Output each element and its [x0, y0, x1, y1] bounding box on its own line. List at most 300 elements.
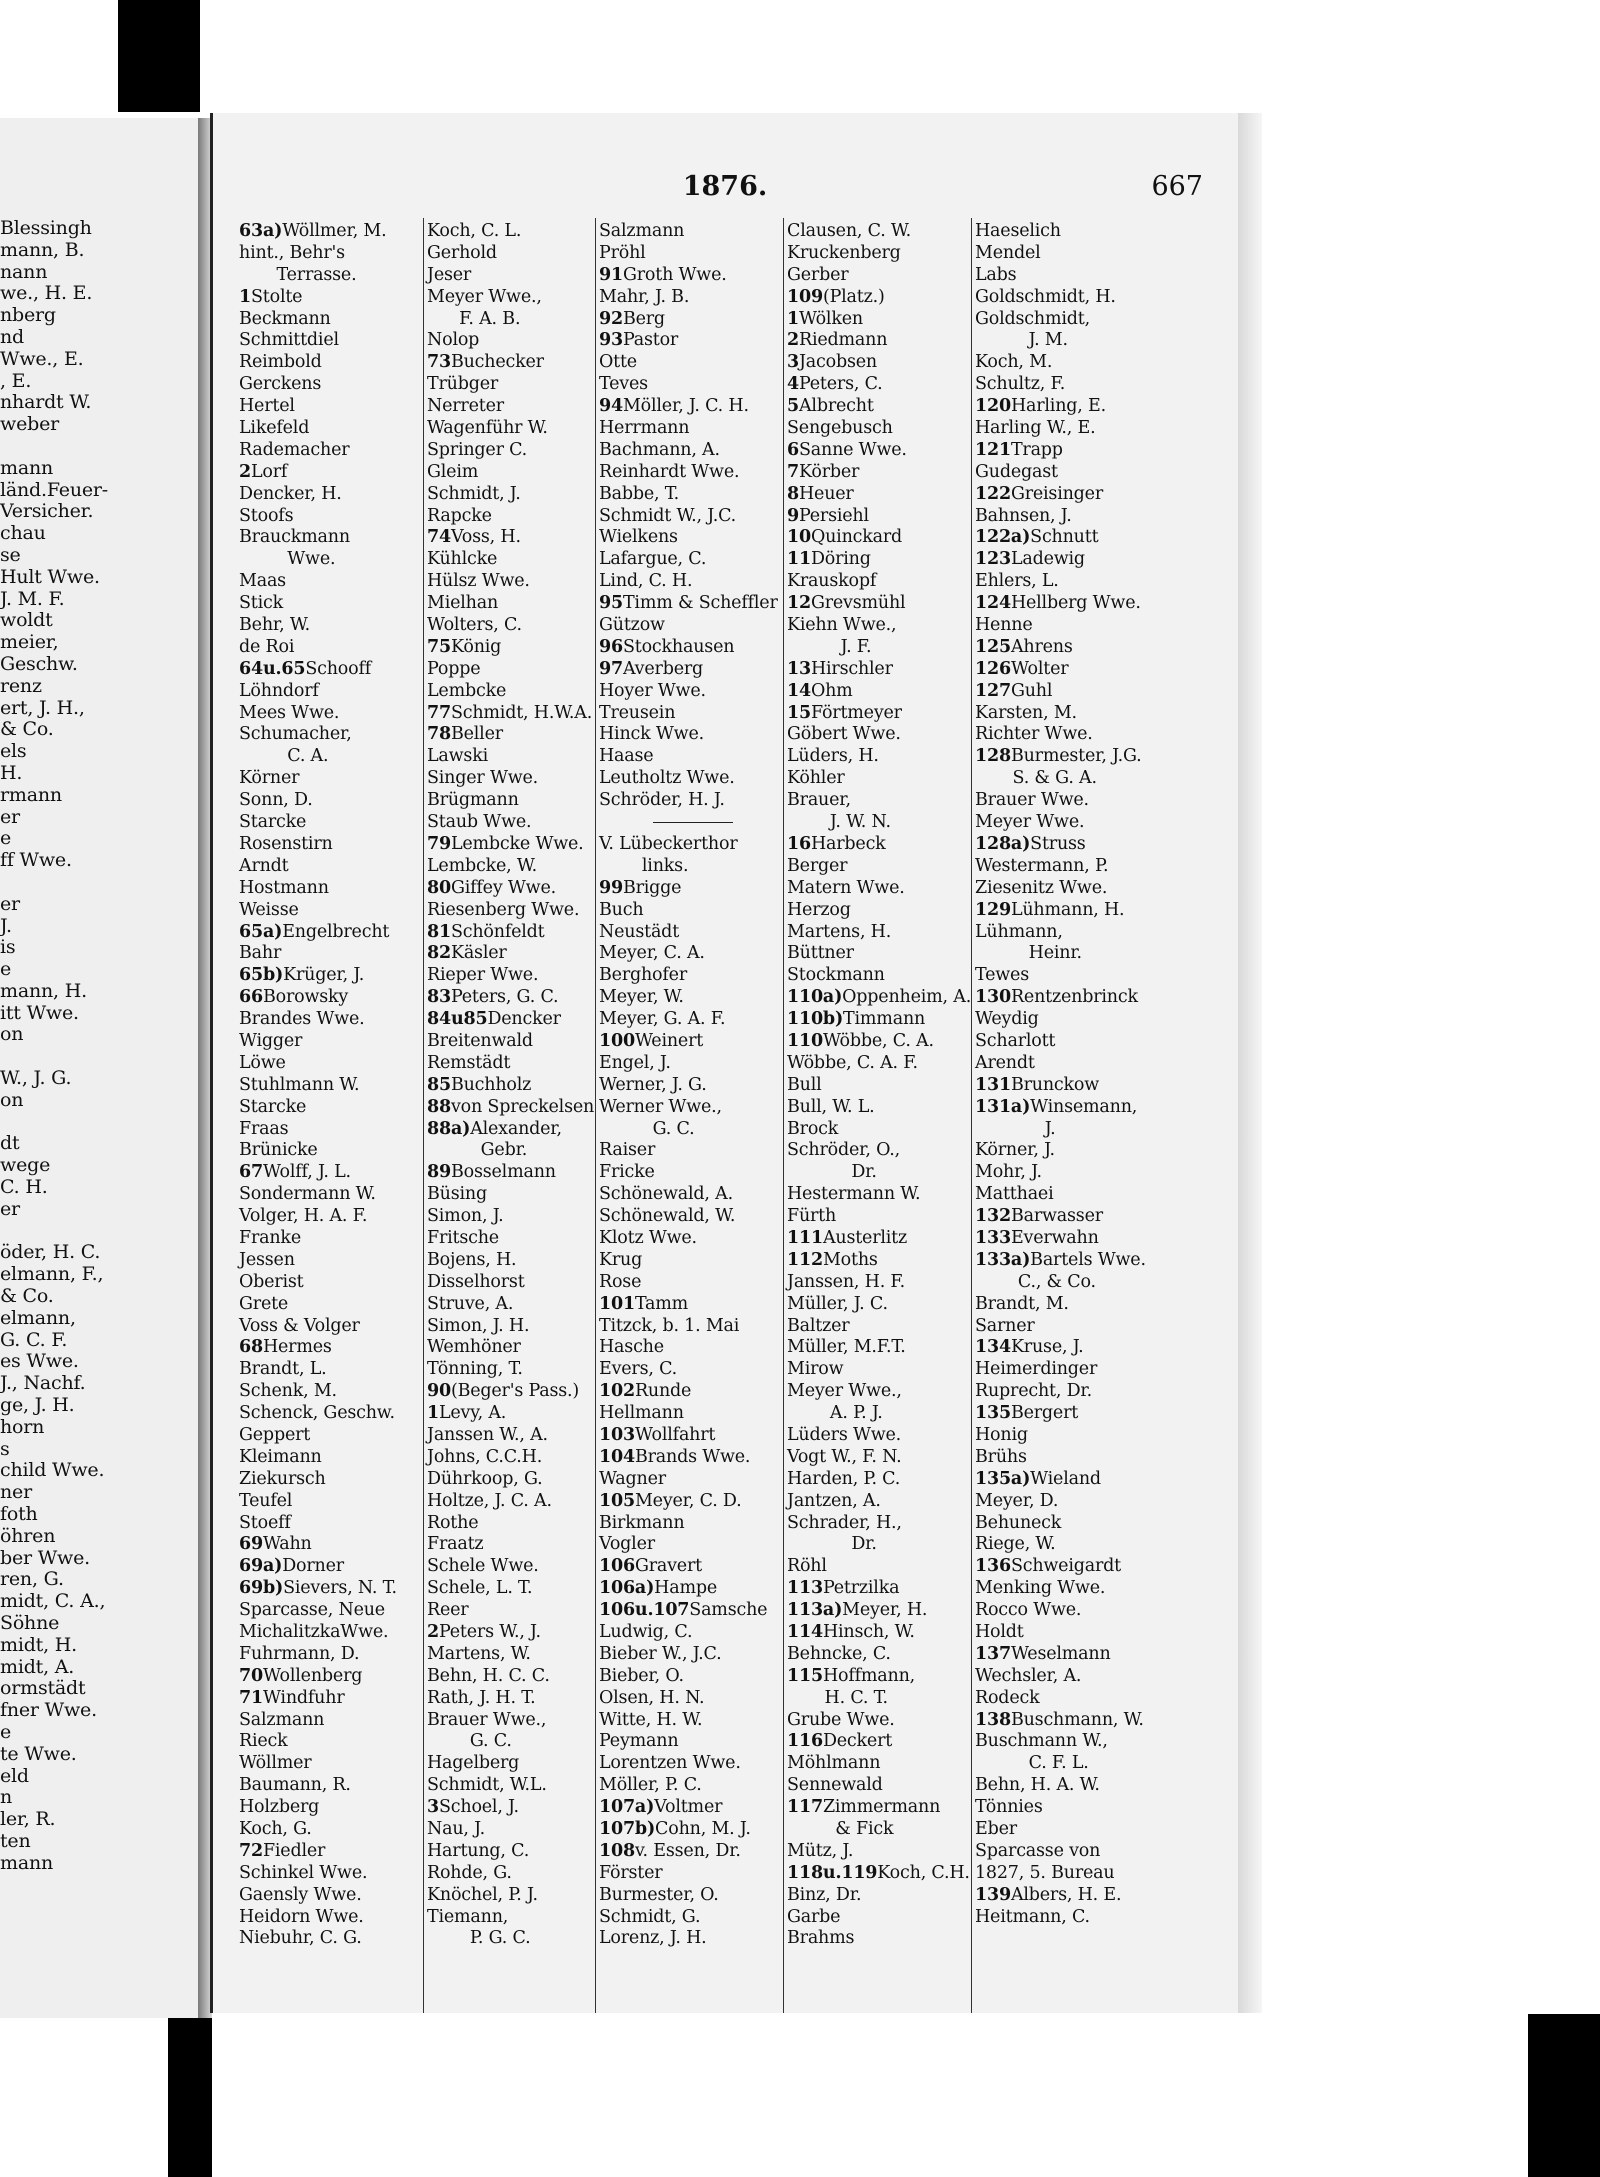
directory-entry	[975, 571, 1175, 593]
resident-name: & Fick	[787, 1819, 894, 1840]
house-number: 65b)	[239, 965, 284, 986]
directory-entry	[787, 506, 973, 528]
directory-entry	[787, 374, 973, 396]
directory-entry	[427, 1381, 611, 1403]
directory-entry	[599, 330, 787, 352]
house-number: 136	[975, 1556, 1011, 1577]
directory-entry	[599, 1447, 787, 1469]
directory-entry	[427, 1469, 611, 1491]
directory-entry	[787, 943, 973, 965]
directory-entry	[599, 812, 787, 834]
house-number: 95	[599, 593, 623, 614]
resident-name: Heidorn Wwe.	[239, 1906, 364, 1927]
directory-entry	[427, 1644, 611, 1666]
left-page-line: nberg	[0, 304, 56, 327]
resident-name: Springer C.	[427, 439, 528, 460]
resident-name: Buchecker	[450, 352, 544, 373]
resident-name: Bartels Wwe.	[1030, 1249, 1146, 1270]
resident-name: 1827, 5. Bureau	[975, 1862, 1115, 1883]
house-number: 89	[427, 1162, 451, 1183]
resident-name: Tönnies	[975, 1797, 1043, 1818]
directory-entry	[599, 1491, 787, 1513]
resident-name: J. W. N.	[787, 812, 891, 833]
directory-entry	[599, 922, 787, 944]
directory-entry	[427, 1841, 611, 1863]
directory-entry	[239, 221, 423, 243]
house-number: 102	[599, 1381, 635, 1402]
resident-name: Janssen W., A.	[427, 1424, 548, 1445]
resident-name: Ziekursch	[239, 1468, 326, 1489]
resident-name: Krug	[599, 1249, 643, 1270]
resident-name: Brauer Wwe.,	[427, 1709, 547, 1730]
directory-entry	[239, 1556, 423, 1578]
directory-entry	[599, 1250, 787, 1272]
resident-name: Breitenwald	[427, 1030, 533, 1051]
resident-name: Hartung, C.	[427, 1840, 530, 1861]
resident-name: Gerckens	[239, 374, 322, 395]
resident-name: Döring	[810, 549, 871, 570]
resident-name: Fraas	[239, 1118, 289, 1139]
resident-name: Hestermann W.	[787, 1184, 921, 1205]
directory-entry	[975, 834, 1175, 856]
resident-name: Teves	[599, 374, 648, 395]
left-page-line: ner	[0, 1481, 32, 1504]
directory-entry	[599, 1819, 787, 1841]
resident-name: Austerlitz	[822, 1227, 908, 1248]
house-number: 125	[975, 636, 1011, 657]
directory-entry	[787, 1710, 973, 1732]
resident-name: Hampe	[654, 1578, 718, 1599]
resident-name: Koch, C.H.	[877, 1862, 970, 1883]
directory-entry	[787, 1513, 973, 1535]
resident-name: Rodeck	[975, 1687, 1040, 1708]
left-page-line	[0, 1112, 198, 1134]
resident-name: Stick	[239, 593, 284, 614]
house-number: 133a)	[975, 1249, 1031, 1270]
house-number: 93	[599, 330, 623, 351]
directory-entry	[427, 1491, 611, 1513]
directory-entry	[975, 703, 1175, 725]
directory-entry	[787, 1009, 973, 1031]
resident-name: Dorner	[282, 1556, 344, 1577]
directory-entry	[239, 1928, 423, 1950]
resident-name: Tiemann,	[427, 1906, 509, 1927]
house-number: 118u.119	[787, 1862, 878, 1883]
directory-entry	[599, 1775, 787, 1797]
directory-entry	[599, 1513, 787, 1535]
resident-name: Schönewald, W.	[599, 1206, 736, 1227]
resident-name: Käsler	[450, 943, 507, 964]
house-number: 101	[599, 1293, 635, 1314]
resident-name: Krüger, J.	[283, 965, 365, 986]
resident-name: Bergert	[1010, 1403, 1079, 1424]
directory-entry	[975, 856, 1175, 878]
directory-entry	[599, 834, 787, 856]
directory-entry	[427, 1228, 611, 1250]
directory-entry	[239, 812, 423, 834]
directory-entry	[239, 1337, 423, 1359]
left-page-line: G. C. F.	[0, 1328, 68, 1351]
directory-entry	[599, 768, 787, 790]
directory-entry	[427, 309, 611, 331]
directory-entry	[427, 1250, 611, 1272]
directory-entry	[427, 1753, 611, 1775]
directory-entry	[787, 1797, 973, 1819]
resident-name: Rapcke	[427, 505, 492, 526]
left-page-line: ert, J. H.,	[0, 696, 85, 719]
directory-entry	[599, 1797, 787, 1819]
resident-name: Windfuhr	[262, 1687, 345, 1708]
resident-name: Rentzenbrinck	[1010, 987, 1138, 1008]
directory-entry	[239, 1119, 423, 1141]
directory-entry	[239, 1053, 423, 1075]
resident-name: König	[450, 636, 502, 657]
left-page-line: H.	[0, 761, 23, 784]
directory-entry	[787, 637, 973, 659]
directory-entry	[599, 1578, 787, 1600]
directory-entry	[975, 1753, 1175, 1775]
directory-entry	[427, 1403, 611, 1425]
resident-name: Meyer Wwe.,	[427, 286, 542, 307]
directory-entry	[599, 1294, 787, 1316]
resident-name: Wolter	[1010, 658, 1069, 679]
directory-entry	[239, 571, 423, 593]
resident-name: Lorentzen Wwe.	[599, 1753, 741, 1774]
directory-entry	[239, 1250, 423, 1272]
resident-name: Jantzen, A.	[787, 1490, 881, 1511]
directory-entry	[239, 746, 423, 768]
directory-entry	[427, 812, 611, 834]
resident-name: Fuhrmann, D.	[239, 1643, 360, 1664]
house-number: 107a)	[599, 1797, 655, 1818]
left-page-line: , E.	[0, 369, 32, 392]
house-number: 1	[427, 1403, 439, 1424]
directory-entry	[239, 527, 423, 549]
resident-name: Schmidt, J.	[427, 483, 521, 504]
directory-entry	[975, 900, 1175, 922]
resident-name: Burmester, O.	[599, 1884, 719, 1905]
resident-name: Lühmann,	[975, 921, 1063, 942]
directory-entry	[239, 1885, 423, 1907]
resident-name: Barwasser	[1010, 1206, 1103, 1227]
directory-entry	[975, 1513, 1175, 1535]
left-page-line	[0, 1221, 198, 1243]
resident-name: Büttner	[787, 943, 854, 964]
resident-name: Haase	[599, 746, 654, 767]
house-number: 117	[787, 1797, 823, 1818]
resident-name: Greisinger	[1010, 483, 1104, 504]
left-page-line: fner Wwe.	[0, 1699, 97, 1722]
house-number: 97	[599, 658, 623, 679]
resident-name: Goldschmidt,	[975, 308, 1090, 329]
directory-entry	[427, 1928, 611, 1950]
resident-name: Nolop	[427, 330, 480, 351]
directory-entry	[975, 330, 1175, 352]
directory-entry	[975, 615, 1175, 637]
left-page-line: ff Wwe.	[0, 849, 72, 872]
directory-entry	[975, 549, 1175, 571]
directory-entry	[239, 1688, 423, 1710]
resident-name: Groth Wwe.	[622, 264, 727, 285]
directory-entry	[975, 1819, 1175, 1841]
directory-entry	[975, 1688, 1175, 1710]
resident-name: Eber	[975, 1819, 1017, 1840]
directory-entry	[975, 965, 1175, 987]
directory-entry	[599, 265, 787, 287]
left-page-line: elmann, F.,	[0, 1263, 104, 1286]
resident-name: Beller	[450, 724, 503, 745]
resident-name: Meyer, C. A.	[599, 943, 705, 964]
house-number: 4	[787, 374, 799, 395]
directory-entry	[787, 1534, 973, 1556]
resident-name: Herzog	[787, 899, 851, 920]
resident-name: Wemhöner	[427, 1337, 521, 1358]
directory-entry	[975, 1644, 1175, 1666]
directory-entry	[787, 571, 973, 593]
house-number: 131	[975, 1074, 1011, 1095]
resident-name: Lühmann, H.	[1010, 899, 1125, 920]
resident-name: Wöbbe, C. A.	[822, 1030, 934, 1051]
directory-entry	[975, 1885, 1175, 1907]
resident-name: Beckmann	[239, 308, 331, 329]
resident-name: Kruse, J.	[1010, 1337, 1084, 1358]
resident-name: Giffey Wwe.	[450, 877, 556, 898]
resident-name: Rose	[599, 1271, 642, 1292]
directory-entry	[427, 1578, 611, 1600]
resident-name: Hermes	[262, 1337, 332, 1358]
directory-entry	[427, 703, 611, 725]
directory-entry	[427, 1316, 611, 1338]
directory-entry	[599, 746, 787, 768]
page-year-heading: 1876.	[682, 171, 768, 202]
directory-entry	[975, 1075, 1175, 1097]
resident-name: Werner, J. G.	[599, 1074, 707, 1095]
resident-name: Förster	[599, 1862, 663, 1883]
directory-entry	[787, 484, 973, 506]
directory-entry	[599, 1841, 787, 1863]
resident-name: Fraatz	[427, 1534, 484, 1555]
house-number: 134	[975, 1337, 1011, 1358]
directory-entry	[427, 506, 611, 528]
directory-entry	[975, 1863, 1175, 1885]
directory-entry	[787, 309, 973, 331]
directory-column-5	[975, 221, 1175, 1928]
directory-entry	[787, 1753, 973, 1775]
house-number: 94	[599, 396, 623, 417]
resident-name: P. G. C.	[427, 1928, 531, 1949]
house-number: 109	[787, 286, 823, 307]
scan-border-top-left	[118, 0, 200, 112]
resident-name: Rohde, G.	[427, 1862, 512, 1883]
left-page-line: woldt	[0, 609, 53, 632]
directory-entry	[239, 1578, 423, 1600]
resident-name: Cohn, M. J.	[655, 1819, 751, 1840]
directory-entry	[239, 1425, 423, 1447]
house-number: 1	[787, 308, 799, 329]
directory-entry	[787, 1359, 973, 1381]
resident-name: Schinkel Wwe.	[239, 1862, 368, 1883]
resident-name: Hellberg Wwe.	[1010, 593, 1141, 614]
resident-name: Honig	[975, 1424, 1028, 1445]
directory-entry	[427, 1775, 611, 1797]
directory-entry	[599, 549, 787, 571]
house-number: 78	[427, 724, 451, 745]
house-number: 11	[787, 549, 811, 570]
house-number: 120	[975, 396, 1011, 417]
left-page-line: elmann,	[0, 1306, 76, 1329]
directory-entry	[427, 1359, 611, 1381]
resident-name: Lüders Wwe.	[787, 1424, 902, 1445]
directory-entry	[975, 1447, 1175, 1469]
directory-entry	[427, 1119, 611, 1141]
directory-entry	[427, 1184, 611, 1206]
directory-entry	[787, 615, 973, 637]
directory-entry	[975, 287, 1175, 309]
resident-name: Hasche	[599, 1337, 664, 1358]
resident-name: Stoofs	[239, 505, 294, 526]
resident-name: Lembcke Wwe.	[450, 833, 584, 854]
directory-entry	[787, 1097, 973, 1119]
left-page-line: itt Wwe.	[0, 1001, 79, 1024]
left-page-line: J., Nachf.	[0, 1372, 86, 1395]
resident-name: C. A.	[239, 746, 329, 767]
directory-entry	[975, 1337, 1175, 1359]
resident-name: Pröhl	[599, 242, 646, 263]
house-number: 114	[787, 1622, 823, 1642]
house-number: 14	[787, 680, 811, 701]
column-rule	[423, 218, 424, 2013]
resident-name: Meyer, D.	[975, 1490, 1059, 1511]
directory-entry	[787, 243, 973, 265]
resident-name: Brigge	[622, 877, 682, 898]
house-number: 112	[787, 1249, 823, 1270]
resident-name: Treusein	[599, 702, 676, 723]
directory-entry	[599, 987, 787, 1009]
left-page-line: öhren	[0, 1524, 56, 1547]
resident-name: Schenck, Geschw.	[239, 1403, 395, 1424]
resident-name: Brunckow	[1010, 1074, 1100, 1095]
directory-entry	[599, 1053, 787, 1075]
resident-name: Möller, J. C. H.	[622, 396, 749, 417]
directory-entry	[975, 943, 1175, 965]
resident-name: Schmidt W., J.C.	[599, 505, 737, 526]
resident-name: G. C.	[427, 1731, 512, 1752]
house-number: 124	[975, 593, 1011, 614]
resident-name: Schoel, J.	[438, 1797, 519, 1818]
directory-entry	[599, 1359, 787, 1381]
directory-entry	[975, 1272, 1175, 1294]
resident-name: Koch, G.	[239, 1819, 312, 1840]
directory-entry	[975, 1140, 1175, 1162]
directory-entry	[427, 922, 611, 944]
left-page-line: nann	[0, 260, 48, 283]
directory-entry	[599, 571, 787, 593]
resident-name: Brünicke	[239, 1140, 318, 1161]
directory-entry	[239, 287, 423, 309]
directory-entry	[427, 1009, 611, 1031]
left-page-line: er	[0, 892, 20, 915]
scan-border-bottom-left	[168, 2014, 212, 2177]
directory-entry	[787, 221, 973, 243]
directory-entry	[975, 593, 1175, 615]
left-page-line: s	[0, 1437, 10, 1460]
resident-name: Lembcke	[427, 680, 507, 701]
house-number: 110	[787, 1030, 823, 1051]
resident-name: Göbert Wwe.	[787, 724, 901, 745]
left-page-line: Geschw.	[0, 652, 78, 675]
directory-entry	[239, 1666, 423, 1688]
directory-entry	[787, 1491, 973, 1513]
resident-name: Wigger	[239, 1030, 303, 1051]
resident-name: Ahrens	[1010, 636, 1073, 657]
directory-entry	[787, 1381, 973, 1403]
left-page-line: ber Wwe.	[0, 1546, 91, 1569]
resident-name: Runde	[634, 1381, 692, 1402]
left-page-line: midt, H.	[0, 1633, 77, 1656]
left-page-line: ormstädt	[0, 1677, 86, 1700]
directory-entry	[427, 1337, 611, 1359]
resident-name: Mielhan	[427, 593, 499, 614]
left-page-line: midt, C. A.,	[0, 1590, 106, 1613]
house-number: 73	[427, 352, 451, 373]
directory-entry	[239, 549, 423, 571]
resident-name: Wollfahrt	[634, 1424, 716, 1445]
left-page-line: eld	[0, 1764, 29, 1787]
left-page-line: weber	[0, 413, 59, 436]
directory-entry	[427, 265, 611, 287]
directory-entry	[599, 243, 787, 265]
left-page-line: chau	[0, 522, 46, 545]
left-page-line: ten	[0, 1829, 31, 1852]
directory-entry	[787, 1162, 973, 1184]
resident-name: Buschmann, W.	[1010, 1709, 1144, 1730]
resident-name: Schröder, H. J.	[599, 790, 725, 811]
directory-entry	[427, 1206, 611, 1228]
directory-entry	[787, 900, 973, 922]
directory-entry	[427, 243, 611, 265]
resident-name: Körner	[239, 768, 300, 789]
directory-entry	[599, 1272, 787, 1294]
directory-entry	[975, 790, 1175, 812]
directory-entry	[975, 724, 1175, 746]
resident-name: Brandt, M.	[975, 1293, 1069, 1314]
directory-entry	[975, 440, 1175, 462]
left-page-line: e	[0, 827, 12, 850]
directory-entry	[239, 1819, 423, 1841]
directory-entry	[427, 1053, 611, 1075]
directory-entry	[427, 1710, 611, 1732]
resident-name: Körber	[798, 461, 860, 482]
resident-name: von Spreckelsen	[450, 1096, 595, 1117]
left-page-line: on	[0, 1023, 24, 1046]
directory-entry	[787, 1578, 973, 1600]
resident-name: Bieber W., J.C.	[599, 1643, 722, 1664]
resident-name: Lorf	[250, 461, 288, 482]
directory-entry	[787, 1119, 973, 1141]
resident-name: Niebuhr, C. G.	[239, 1928, 362, 1949]
house-number: 128	[975, 746, 1011, 767]
house-number: 65a)	[239, 921, 283, 942]
directory-entry	[427, 418, 611, 440]
directory-column-1	[239, 221, 423, 1950]
directory-entry	[427, 1294, 611, 1316]
directory-entry	[599, 1928, 787, 1950]
directory-entry	[239, 1184, 423, 1206]
directory-entry	[239, 1447, 423, 1469]
directory-entry	[239, 834, 423, 856]
left-page-line: we., H. E.	[0, 282, 93, 305]
directory-entry	[787, 330, 973, 352]
